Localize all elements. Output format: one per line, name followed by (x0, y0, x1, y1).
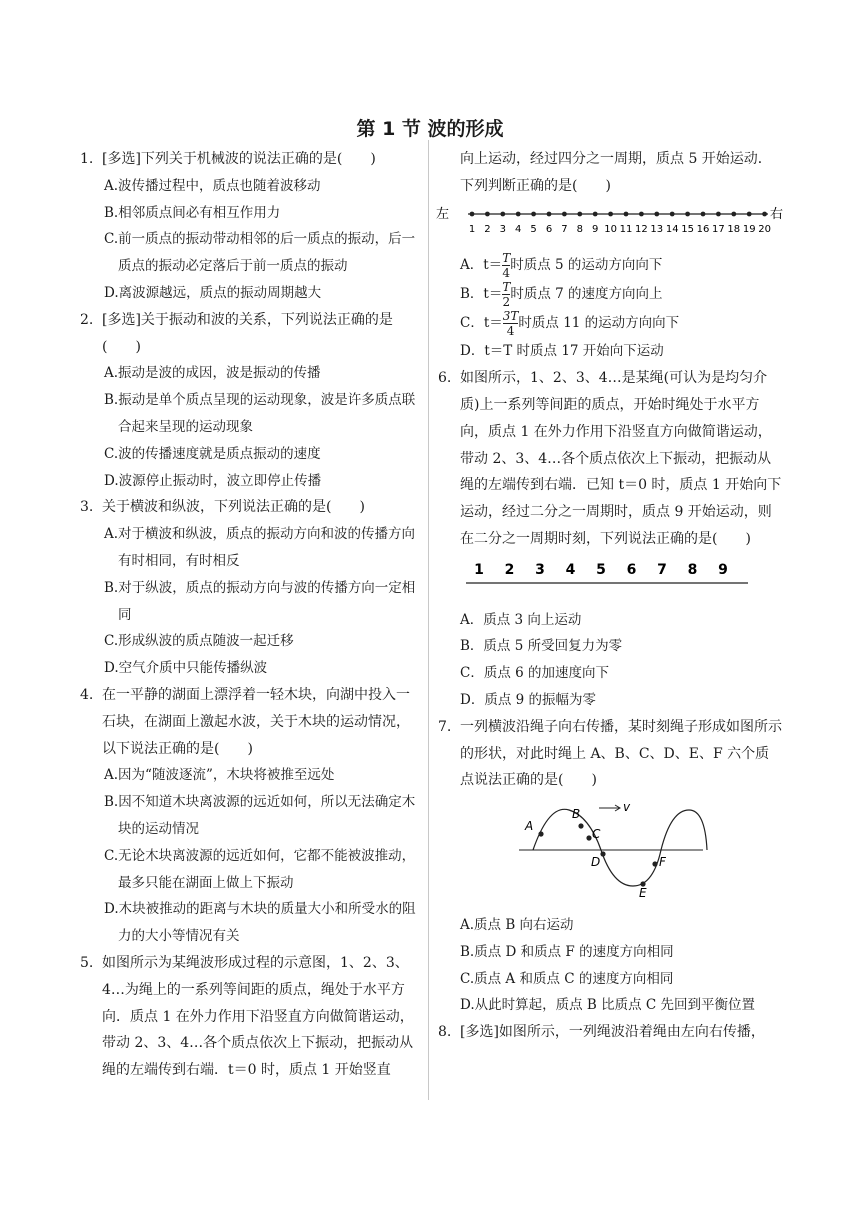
question-stem: [多选]下列关于机械波的说法正确的是( ) (102, 151, 376, 167)
rope-point (624, 211, 629, 216)
velocity-label: v (622, 800, 630, 815)
rope-point (747, 211, 752, 216)
rope-point (701, 211, 706, 216)
option-b (438, 280, 783, 309)
rope-point-label: 13 (650, 223, 664, 235)
rope-point-label: 18 (727, 223, 741, 235)
rope-point (762, 211, 767, 216)
rope-point-label: 9 (592, 223, 599, 235)
rope-point (470, 211, 475, 216)
option: A.因为“随波逐流”，木块将被推至远处 (104, 767, 335, 784)
rope-points-9-diagram (438, 557, 783, 593)
rope-point-label: 8 (687, 561, 698, 578)
question-4 (80, 682, 420, 762)
rope-point (670, 211, 675, 216)
option: A.质点 B 向右运动 (460, 916, 574, 933)
rope-point-label: 9 (718, 561, 728, 578)
label-b: B (571, 807, 580, 822)
rope-points-diagram (438, 204, 783, 238)
fraction-numerator: 3T (502, 309, 519, 324)
label-c: C (591, 827, 600, 842)
option-suffix: 时质点 11 的运动方向向下 (518, 315, 680, 332)
label-a: A (524, 819, 533, 834)
rope-point (654, 211, 659, 216)
option: B.相邻质点间必有相互作用力 (104, 204, 281, 221)
question-6 (438, 365, 783, 553)
transverse-wave-diagram (511, 798, 711, 901)
question-stem: 在一平静的湖面上漂浮着一轻木块，向湖中投入一石块，在湖面上激起水波，关于木块的运动情况，以下说法正确的是( ) (102, 686, 410, 757)
question-1 (80, 146, 420, 173)
rope-point-label: 7 (657, 561, 667, 578)
q6-rope-figure (438, 557, 783, 603)
rope-point-label: 16 (696, 223, 710, 235)
option-suffix: 时质点 7 的速度方向向上 (510, 286, 663, 303)
option: C.前一质点的振动带动相邻的后一质点的振动，后一质点的振动必定落后于前一质点的振动 (104, 231, 416, 275)
question-8 (438, 1019, 783, 1046)
option-d: D．t＝T 时质点 17 开始向下运动 (460, 343, 664, 360)
question-7 (438, 714, 783, 794)
rope-point (639, 211, 644, 216)
rope-point-label: 19 (742, 223, 756, 235)
rope-point-label: 15 (681, 223, 694, 235)
question-number: 4. (80, 686, 94, 703)
fraction-numerator: T (502, 251, 511, 266)
label-e: E (638, 886, 647, 901)
question-number: 1. (80, 151, 94, 167)
question-stem: 一列横波沿绳子向右传播，某时刻绳子形成如图所示的形状，对此时绳上 A、B、C、D、E、F 六个质点说法正确的是( ) (460, 718, 782, 789)
rope-point (593, 211, 598, 216)
q7-wave-figure (438, 798, 783, 908)
question-2 (80, 307, 420, 361)
option: C.波的传播速度就是质点振动的速度 (104, 445, 321, 462)
question-stem: [多选]如图所示，一列绳波沿着绳由左向右传播， (460, 1024, 765, 1041)
option: C．质点 6 的加速度向下 (460, 665, 610, 682)
question-stem: [多选]关于振动和波的关系，下列说法正确的是( ) (102, 311, 393, 355)
label-f: F (658, 855, 666, 870)
point-b (578, 824, 583, 829)
point-a (538, 832, 543, 837)
rope-point-label: 20 (758, 223, 771, 235)
option: D.木块被推动的距离与木块的质量大小和所受水的阻力的大小等情况有关 (104, 901, 416, 945)
option: D.从此时算起，质点 B 比质点 C 先回到平衡位置 (460, 997, 756, 1014)
question-number: 8. (438, 1024, 452, 1041)
rope-point-label: 1 (468, 223, 476, 235)
rope-point-label: 3 (499, 223, 506, 235)
fraction (503, 309, 519, 338)
point-d (600, 852, 605, 857)
rope-point-label: 8 (576, 223, 583, 235)
left-column (80, 146, 420, 1084)
option-prefix: B．t＝ (460, 286, 503, 303)
fraction-denominator: 4 (506, 324, 515, 339)
option: C.质点 A 和质点 C 的速度方向相同 (460, 970, 674, 987)
question-number: 5. (80, 954, 94, 971)
rope-point-label: 5 (596, 561, 606, 578)
question-number: 7. (438, 718, 452, 735)
rope-point-label: 11 (619, 223, 633, 235)
rope-point-label: 4 (515, 223, 522, 235)
question-number: 2. (80, 311, 94, 328)
rope-point (608, 211, 613, 216)
left-label: 左 (436, 206, 450, 222)
rope-point-label: 7 (561, 223, 568, 235)
fraction (502, 251, 510, 280)
option: C.形成纵波的质点随波一起迁移 (104, 633, 294, 650)
question-stem: 关于横波和纵波，下列说法正确的是( ) (102, 499, 365, 516)
column-divider (428, 140, 429, 1100)
rope-point-label: 17 (712, 223, 725, 235)
rope-point (685, 211, 690, 216)
option-a (438, 251, 783, 280)
rope-point-label: 10 (604, 223, 617, 235)
point-c (586, 836, 591, 841)
rope-point-label: 6 (626, 561, 637, 578)
question-stem: 如图所示为某绳波形成过程的示意图，1、2、3、4…为绳上的一系列等间距的质点，绳处于水平方向．质点 1 在外力作用下沿竖直方向做简谐运动，带动 2、3、4…各个质点依次上下振动，把振动从绳的左端传到右端．t＝0 时，质点 1 开始竖直 (102, 954, 414, 1079)
rope-point-label: 12 (635, 223, 648, 235)
option: D．质点 9 的振幅为零 (460, 691, 596, 708)
option: A．质点 3 向上运动 (460, 611, 582, 628)
question-number: 6. (438, 370, 452, 387)
option: B.因不知道木块离波源的远近如何，所以无法确定木块的运动情况 (104, 794, 416, 837)
rope-point-label: 2 (504, 561, 515, 578)
right-label: 右 (770, 206, 784, 222)
rope-point (516, 211, 521, 216)
rope-point-label: 6 (545, 223, 553, 235)
option-prefix: C．t＝ (460, 315, 503, 332)
q5-rope-figure (438, 204, 783, 248)
fraction-numerator: T (502, 280, 511, 295)
page-title: 第 1 节 波的形成 (356, 118, 504, 140)
option: B.对于纵波，质点的振动方向与波的传播方向一定相同 (104, 579, 416, 623)
rope-point (577, 211, 582, 216)
option-suffix: 时质点 5 的运动方向向下 (510, 257, 663, 274)
fraction-denominator: 2 (502, 295, 511, 310)
rope-point (562, 211, 567, 216)
question-5 (80, 950, 420, 1084)
fraction-denominator: 4 (502, 266, 511, 281)
option-c (438, 309, 783, 338)
option: D.波源停止振动时，波立即停止传播 (104, 472, 322, 489)
rope-point (500, 211, 505, 216)
option: D.空气介质中只能传播纵波 (104, 660, 268, 677)
wave-curve (533, 809, 707, 886)
option: B.振动是单个质点呈现的运动现象，波是许多质点联合起来呈现的运动现象 (104, 392, 416, 435)
rope-point-label: 4 (565, 561, 576, 578)
point-f (652, 862, 657, 867)
option: A.振动是波的成因，波是振动的传播 (104, 365, 321, 382)
rope-point-label: 2 (484, 223, 491, 235)
option: B．质点 5 所受回复力为零 (460, 638, 623, 655)
option: C.无论木块离波源的远近如何，它都不能被波推动，最多只能在湖面上做上下振动 (104, 847, 416, 891)
question-number: 3. (80, 499, 94, 516)
rope-point-label: 14 (665, 223, 679, 235)
label-d: D (590, 855, 600, 870)
right-column (438, 146, 783, 1046)
question-3 (80, 494, 420, 521)
rope-point (731, 211, 736, 216)
rope-point (531, 211, 536, 216)
option: A.对于横波和纵波，质点的振动方向和波的传播方向有时相同，有时相反 (104, 526, 416, 569)
rope-point-label: 1 (474, 561, 484, 578)
rope-point-label: 3 (535, 561, 545, 578)
option: A.波传播过程中，质点也随着波移动 (104, 177, 321, 194)
question-5-continued: 向上运动，经过四分之一周期，质点 5 开始运动．下列判断正确的是( ) (460, 151, 772, 194)
question-stem: 如图所示，1、2、3、4…是某绳(可认为是均匀介质)上一系列等间距的质点，开始时绳处于水平方向，质点 1 在外力作用下沿竖直方向做简谐运动，带动 2、3、4…各个质点依次上下振动，把振动从绳的左端传到右端．已知 t＝0 时，质点 1 开始向下运动，经过二分之一周期时，质点 9 开始运动，则在二分之一周期时刻，下列说法正确的是( ) (460, 370, 782, 547)
rope-point (547, 211, 552, 216)
rope-point (716, 211, 721, 216)
rope-point-label: 5 (530, 223, 537, 235)
option-prefix: A．t＝ (460, 257, 503, 274)
option: D.离波源越远，质点的振动周期越大 (104, 284, 322, 301)
rope-point (485, 211, 490, 216)
option: B.质点 D 和质点 F 的速度方向相同 (460, 943, 674, 960)
